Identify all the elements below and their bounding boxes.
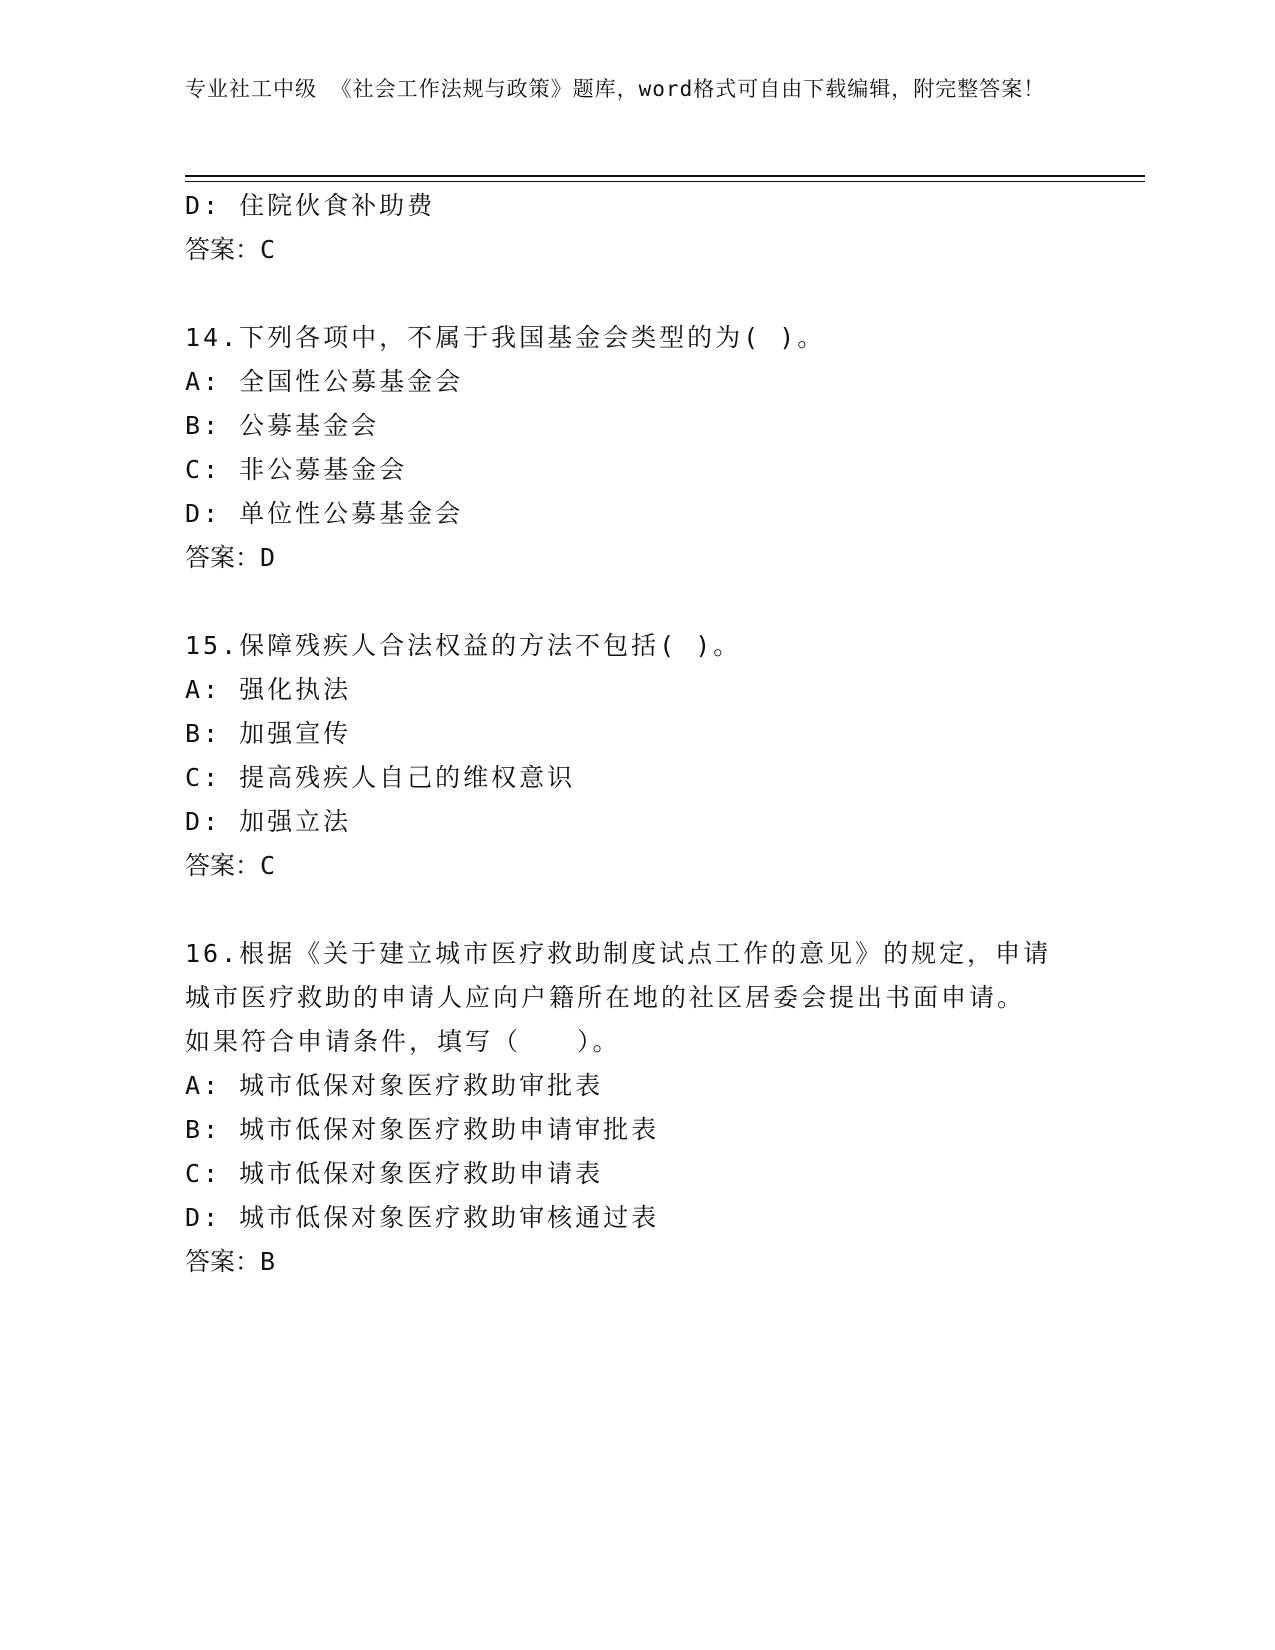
header-divider-thick bbox=[185, 175, 1145, 177]
answer-value: C bbox=[260, 235, 276, 264]
answer-value: D bbox=[260, 543, 276, 572]
question-14-stem: 14.下列各项中，不属于我国基金会类型的为( )。 bbox=[185, 323, 826, 352]
answer-label: 答案： bbox=[185, 235, 261, 264]
question-16-stem-line-2: 城市医疗救助的申请人应向户籍所在地的社区居委会提出书面申请。 bbox=[185, 983, 1026, 1012]
question-14-answer bbox=[185, 542, 275, 574]
question-15-option-c: C: 提高残疾人自己的维权意识 bbox=[185, 763, 576, 792]
answer-label: 答案： bbox=[185, 851, 261, 880]
question-14-option-b: B: 公募基金会 bbox=[185, 411, 380, 440]
question-15-option-a: A: 强化执法 bbox=[185, 675, 352, 704]
answer-value: B bbox=[260, 1247, 276, 1276]
answer-label: 答案： bbox=[185, 543, 261, 572]
answer-value: C bbox=[260, 851, 276, 880]
question-16-option-a: A: 城市低保对象医疗救助审批表 bbox=[185, 1071, 604, 1100]
question-15-option-b: B: 加强宣传 bbox=[185, 719, 352, 748]
question-15-answer bbox=[185, 850, 275, 882]
answer-label: 答案： bbox=[185, 1247, 261, 1276]
question-16-option-c: C: 城市低保对象医疗救助申请表 bbox=[185, 1159, 604, 1188]
question-15-option-d: D: 加强立法 bbox=[185, 807, 352, 836]
question-14-option-c: C: 非公募基金会 bbox=[185, 455, 408, 484]
question-14-option-d: D: 单位性公募基金会 bbox=[185, 499, 464, 528]
question-16-option-b: B: 城市低保对象医疗救助申请审批表 bbox=[185, 1115, 660, 1144]
question-16-answer bbox=[185, 1246, 275, 1278]
prev-question-option-d: D: 住院伙食补助费 bbox=[185, 191, 436, 220]
question-16-stem-line-1: 16.根据《关于建立城市医疗救助制度试点工作的意见》的规定，申请 bbox=[185, 939, 1052, 968]
header-divider-thin bbox=[185, 181, 1145, 182]
question-14-option-a: A: 全国性公募基金会 bbox=[185, 367, 464, 396]
document-header: 专业社工中级 《社会工作法规与政策》题库，word格式可自由下载编辑，附完整答案！ bbox=[185, 77, 1046, 101]
question-16-stem-line-3: 如果符合申请条件，填写（ ）。 bbox=[185, 1027, 621, 1056]
prev-question-answer bbox=[185, 234, 275, 266]
question-15-stem: 15.保障残疾人合法权益的方法不包括( )。 bbox=[185, 631, 742, 660]
question-16-option-d: D: 城市低保对象医疗救助审核通过表 bbox=[185, 1203, 660, 1232]
